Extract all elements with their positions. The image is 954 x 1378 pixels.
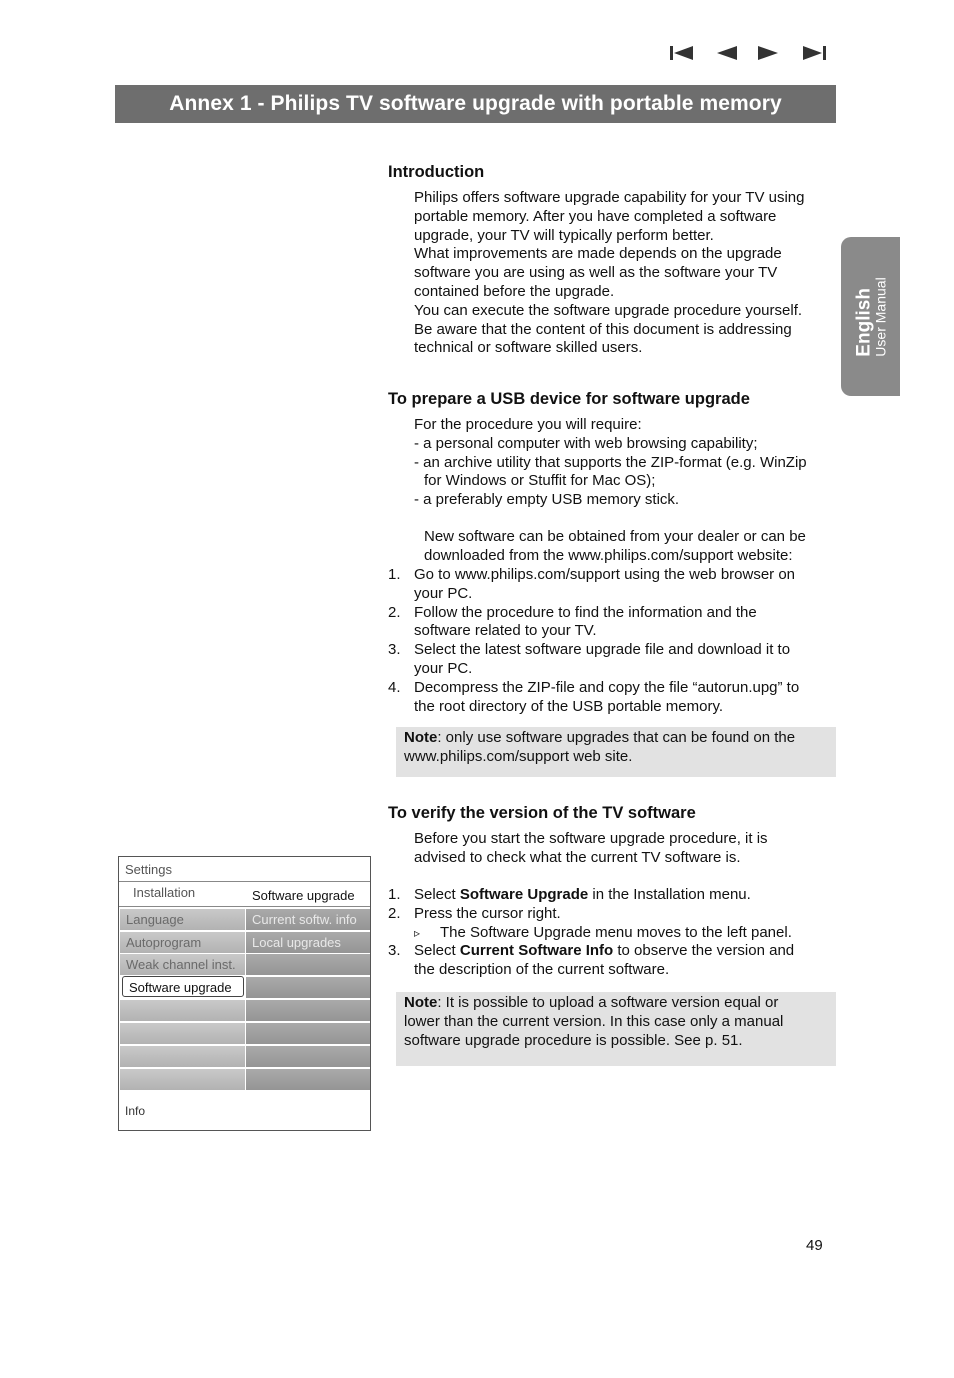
menu-reference: Current Software Info [459,942,614,960]
step-line: software related to your TV. [414,622,597,640]
step-text [414,942,839,980]
note-text: lower than the current version. In this case only a manual [404,1012,784,1030]
requirement-item: - a personal computer with web browsing capability; [414,434,758,452]
menu-item-empty [120,1046,245,1067]
intro-line: Philips offers software upgrade capability for your TV using [414,189,805,206]
skip-back-icon[interactable] [668,42,696,64]
menu-item-language[interactable]: Language [120,909,245,930]
step-text-part: Select [414,886,460,903]
step-text: Press the cursor right. [414,904,561,922]
intro-line: upgrade, your TV will typically perform better. [414,226,714,244]
intro-line: technical or software skilled users. [414,339,643,357]
step-text-part: in the Installation menu. [588,886,751,903]
menu-item-weak-channel[interactable]: Weak channel inst. [120,954,245,975]
step-line: your PC. [414,584,473,602]
step-text [414,886,839,905]
note-text: : It is possible to upload a software version equal or [437,994,779,1011]
step-number: 1. [388,886,401,903]
obtain-line: New software can be obtained from your dealer or can be [424,528,806,545]
submenu-item-empty [246,954,370,975]
introduction-text [414,189,839,358]
intro-line: portable memory. After you have completed a software [414,207,777,225]
requirement-item: for Windows or Stuffit for Mac OS); [424,472,656,490]
note-box [396,727,836,777]
submenu-item-empty [246,1000,370,1021]
menu-info-label: Info [125,1104,146,1118]
step-number: 2. [388,904,401,922]
requirement-item: - an archive utility that supports the ZIP-format (e.g. WinZip [414,453,807,471]
menu-installation-label: Installation [133,885,196,900]
introduction-heading: Introduction [388,163,485,181]
note-text: www.philips.com/support web site. [404,747,633,765]
step-number: 3. [388,641,401,659]
menu-item-empty [120,1000,245,1021]
verify-intro [414,830,839,868]
note-box [396,992,836,1066]
step-line: the root directory of the USB portable memory. [414,697,724,715]
language-tab [841,237,900,396]
step-line: your PC. [414,659,473,677]
previous-icon[interactable] [712,42,740,64]
step-line: Decompress the ZIP-file and copy the file “autorun.upg” to [414,678,800,696]
verify-intro-line: Before you start the software upgrade procedure, it is [414,830,768,847]
step-text [414,604,839,642]
step-text [414,641,839,679]
menu-item-autoprogram[interactable]: Autoprogram [120,932,245,953]
intro-line: software you are using as well as the software your TV [414,264,778,282]
requirement-item: - a preferably empty USB memory stick. [414,491,680,509]
triangle-bullet-icon: ▹ [414,925,421,940]
intro-line: You can execute the software upgrade procedure yourself. [414,301,803,319]
intro-line: contained before the upgrade. [414,282,615,300]
note-label: Note [404,994,438,1011]
language-label: English [853,287,874,357]
menu-reference: Software Upgrade [459,886,589,903]
verify-heading: To verify the version of the TV software [388,804,696,822]
menu-settings-label: Settings [125,862,172,877]
step-number: 1. [388,566,401,583]
step-line: Go to www.philips.com/support using the web browser on [414,566,796,583]
intro-line: Be aware that the content of this document is addressing [414,320,792,338]
submenu-item-local-upgrades[interactable]: Local upgrades [246,932,370,953]
menu-item-empty [120,1023,245,1044]
menu-divider [119,906,370,907]
page-number: 49 [806,1237,823,1254]
menu-item-empty [120,1069,245,1090]
note-text: software upgrade procedure is possible. See p. 51. [404,1031,743,1049]
requirements-intro: For the procedure you will require: [414,416,642,433]
skip-forward-icon[interactable] [800,42,828,64]
step-text-part: to observe the version and [613,942,795,960]
note-label: Note [404,729,438,746]
step-text-part: Select [414,942,460,960]
submenu-item-empty [246,1069,370,1090]
step-line: Follow the procedure to find the information and the [414,603,757,621]
submenu-item-current-software-info[interactable]: Current softw. info [246,909,370,930]
verify-intro-line: advised to check what the current TV software is. [414,848,741,866]
submenu-item-empty [246,977,370,998]
obtain-line: downloaded from the www.philips.com/support website: [424,546,793,564]
tv-settings-menu [118,856,371,1131]
prepare-steps [0,566,954,716]
step-number: 2. [388,603,401,621]
prepare-requirements [414,416,839,510]
step-text-part: the description of the current software. [414,961,670,979]
manual-label: User Manual [872,276,888,357]
obtain-software-text [424,528,839,566]
intro-line: What improvements are made depends on the upgrade [414,245,782,263]
step-text [414,566,839,604]
prepare-heading: To prepare a USB device for software upgrade [388,390,750,408]
menu-header-right: Software upgrade [252,888,355,903]
next-icon[interactable] [755,42,783,64]
step-text [414,679,839,717]
menu-item-software-upgrade[interactable]: Software upgrade [122,976,244,997]
step-number: 3. [388,942,401,960]
submenu-item-empty [246,1023,370,1044]
page-title: Annex 1 - Philips TV software upgrade with portable memory [115,85,836,123]
submenu-item-empty [246,1046,370,1067]
menu-divider [119,881,370,882]
step-subtext: The Software Upgrade menu moves to the left panel. [440,923,792,941]
step-number: 4. [388,678,401,696]
note-text: : only use software upgrades that can be found on the [437,729,796,746]
step-line: Select the latest software upgrade file and download it to [414,641,791,659]
